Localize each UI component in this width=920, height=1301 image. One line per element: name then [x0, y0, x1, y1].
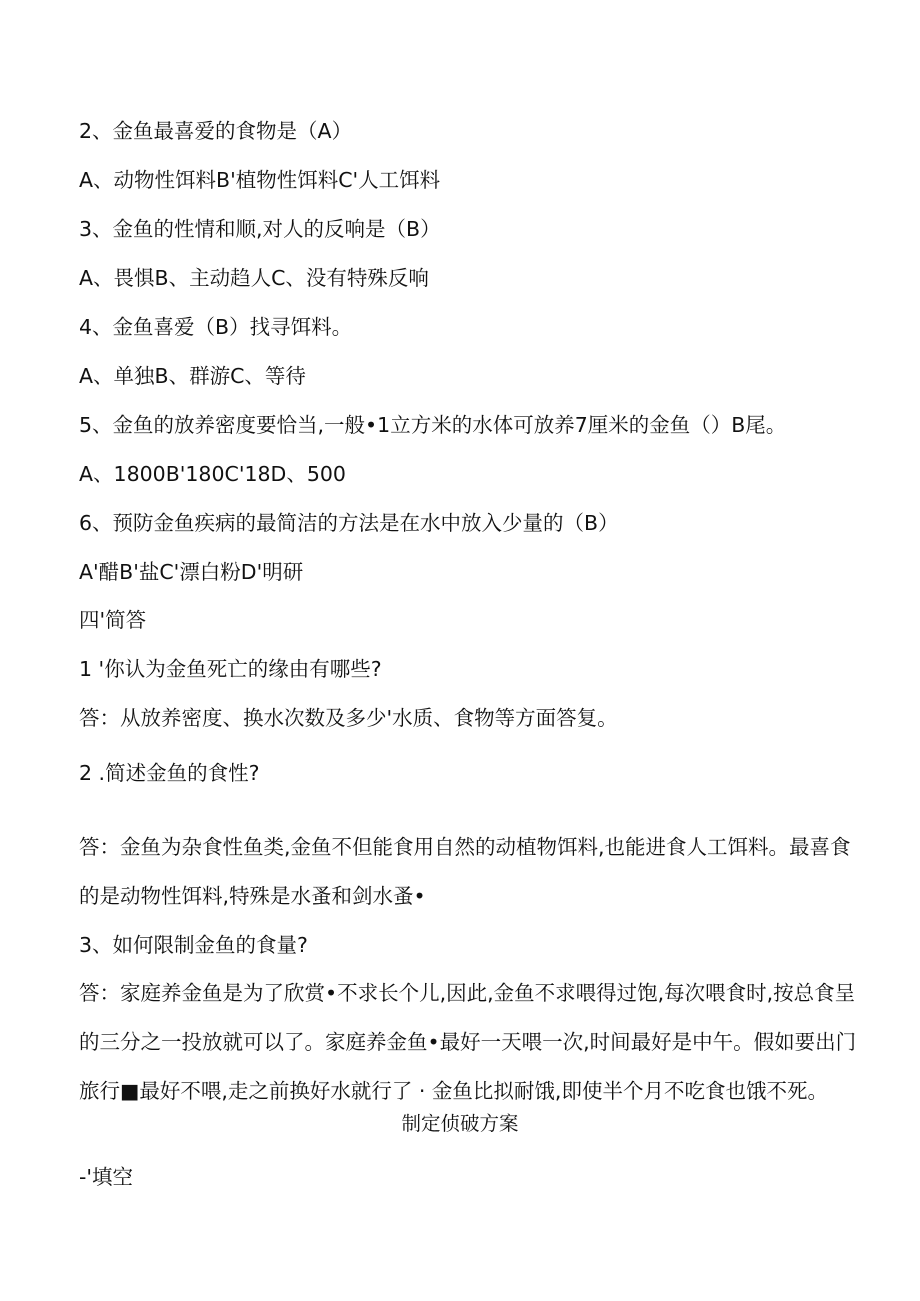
question-4-options: A、单独B、群游C、等待	[79, 364, 306, 388]
short-answer-3: 3、如何限制金鱼的食量?	[79, 933, 308, 957]
answer-2-line-2: 的是动物性饵料,特殊是水蚤和剑水蚤•	[79, 884, 426, 908]
fill-in-heading: -'填空	[79, 1165, 134, 1189]
question-6: 6、预防金鱼疾病的最简洁的方法是在水中放入少量的（B）	[79, 511, 619, 535]
question-4: 4、金鱼喜爱（B）找寻饵料。	[79, 315, 353, 339]
question-2: 2、金鱼最喜爱的食物是（A）	[79, 119, 353, 143]
section-title: 制定侦破方案	[401, 1112, 519, 1135]
question-3: 3、金鱼的性情和顺,对人的反响是（B）	[79, 217, 441, 241]
question-2-options: A、动物性饵料B'植物性饵料C'人工饵料	[79, 168, 441, 192]
short-answer-2: 2 .简述金鱼的食性?	[79, 761, 260, 785]
question-5-options: A、1800B'180C'18D、500	[79, 462, 346, 486]
answer-3-line-3: 旅行■最好不喂,走之前换好水就行了 · 金鱼比拟耐饿,即使半个月不吃食也饿不死。	[79, 1079, 828, 1103]
short-answer-1: 1 '你认为金鱼死亡的缘由有哪些?	[79, 657, 382, 681]
answer-3-line-1: 答：家庭养金鱼是为了欣赏•不求长个儿,因此,金鱼不求喂得过饱,每次喂食时,按总食呈	[79, 981, 856, 1005]
question-3-options: A、畏惧B、主动趋人C、没有特殊反响	[79, 266, 429, 290]
answer-3-line-2: 的三分之一投放就可以了。家庭养金鱼•最好一天喂一次,时间最好是中午。假如要出门	[79, 1030, 857, 1054]
question-6-options: A'醋B'盐C'漂白粉D'明研	[79, 560, 304, 584]
answer-1: 答：从放养密度、换水次数及多少'水质、食物等方面答复。	[79, 706, 618, 730]
answer-2-line-1: 答：金鱼为杂食性鱼类,金鱼不但能食用自然的动植物饵料,也能进食人工饵料。最喜食	[79, 835, 851, 859]
question-5: 5、金鱼的放养密度要恰当,一般•1立方米的水体可放养7厘米的金鱼（）B尾。	[79, 413, 787, 437]
section-heading-short-answer: 四'简答	[79, 608, 147, 632]
